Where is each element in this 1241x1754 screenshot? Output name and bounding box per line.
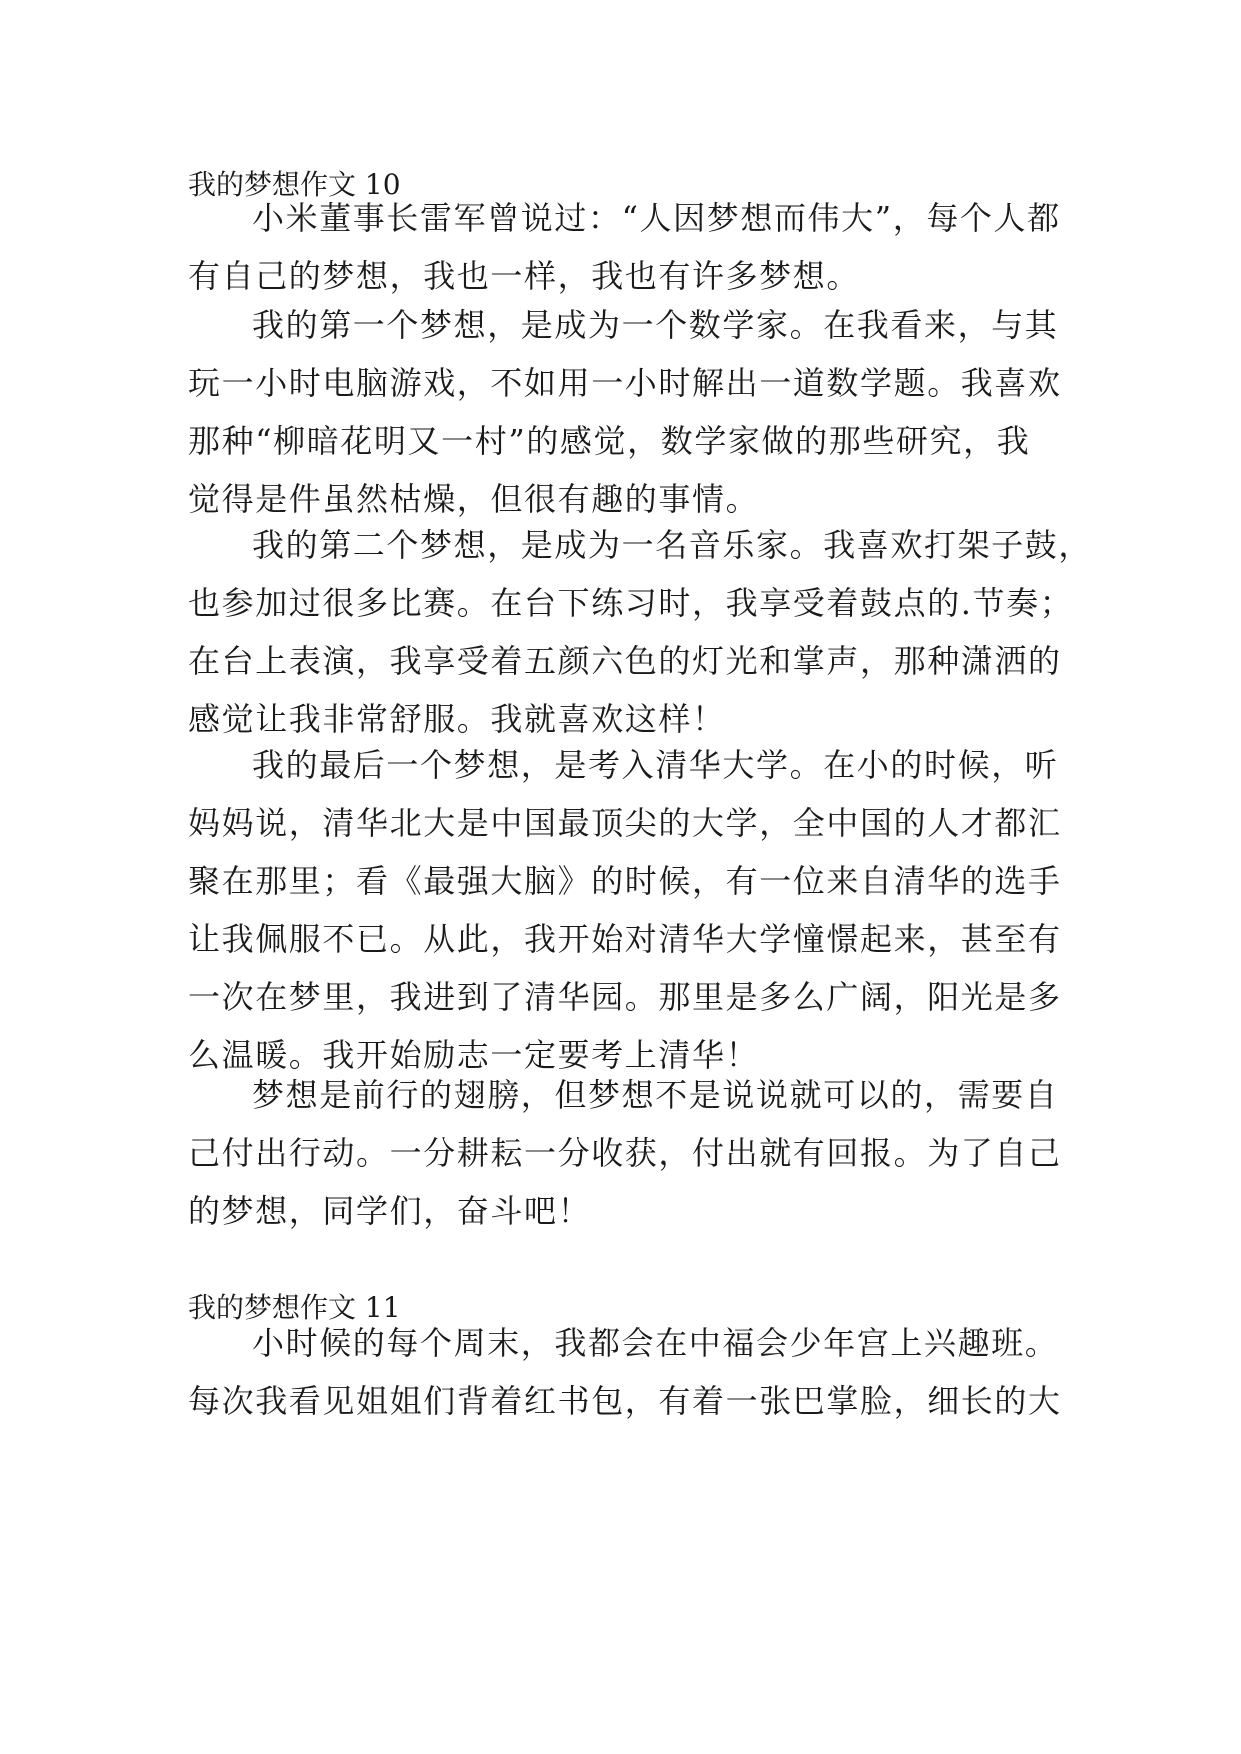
essay-11-paragraph-1 — [188, 1314, 1066, 1430]
text-line: 聚在那里；看《最强大脑》的时候，有一位来自清华的选手 — [188, 862, 1062, 900]
text-line: 我的第一个梦想，是成为一个数学家。在我看来，与其 — [252, 306, 1059, 344]
essay-10-title: 我的梦想作文 10 — [188, 168, 401, 201]
text-line: 么温暖。我开始励志一定要考上清华！ — [188, 1036, 760, 1074]
text-line: 在台上表演，我享受着五颜六色的灯光和掌声，那种潇洒的 — [188, 642, 1062, 680]
essay-10-paragraph-2 — [188, 296, 1066, 528]
text-line: 有自己的梦想，我也一样，我也有许多梦想。 — [188, 257, 861, 295]
text-line: 感觉让我非常舒服。我就喜欢这样！ — [188, 700, 726, 738]
essay-11-title: 我的梦想作文 11 — [188, 1291, 401, 1324]
text-line: 妈妈说，清华北大是中国最顶尖的大学，全中国的人才都汇 — [188, 804, 1062, 842]
text-line: 小时候的每个周末，我都会在中福会少年宫上兴趣班。 — [252, 1324, 1059, 1362]
text-line: 一次在梦里，我进到了清华园。那里是多么广阔，阳光是多 — [188, 978, 1062, 1016]
text-line: 让我佩服不已。从此，我开始对清华大学憧憬起来，甚至有 — [188, 920, 1062, 958]
text-line: 也参加过很多比赛。在台下练习时，我享受着鼓点的.节奏； — [188, 584, 1074, 622]
text-line: 己付出行动。一分耕耘一分收获，付出就有回报。为了自己 — [188, 1134, 1062, 1172]
essay-10-paragraph-5 — [188, 1066, 1066, 1240]
text-line: 那种“柳暗花明又一村”的感觉，数学家做的那些研究，我 — [188, 422, 1031, 460]
text-line: 的梦想，同学们，奋斗吧！ — [188, 1192, 592, 1230]
text-line: 每次我看见姐姐们背着红书包，有着一张巴掌脸，细长的大 — [188, 1382, 1062, 1420]
text-line: 梦想是前行的翅膀，但梦想不是说说就可以的，需要自 — [252, 1076, 1059, 1114]
text-line: 小米董事长雷军曾说过：“人因梦想而伟大”，每个人都 — [252, 199, 1061, 237]
text-line: 玩一小时电脑游戏，不如用一小时解出一道数学题。我喜欢 — [188, 364, 1062, 402]
essay-10-paragraph-3 — [188, 516, 1093, 748]
text-line: 我的第二个梦想，是成为一名音乐家。我喜欢打架子鼓， — [252, 526, 1093, 564]
essay-10-paragraph-4 — [188, 736, 1066, 1084]
text-line: 觉得是件虽然枯燥，但很有趣的事情。 — [188, 480, 760, 518]
essay-10-paragraph-1 — [188, 189, 1066, 305]
text-line: 我的最后一个梦想，是考入清华大学。在小的时候，听 — [252, 746, 1059, 784]
